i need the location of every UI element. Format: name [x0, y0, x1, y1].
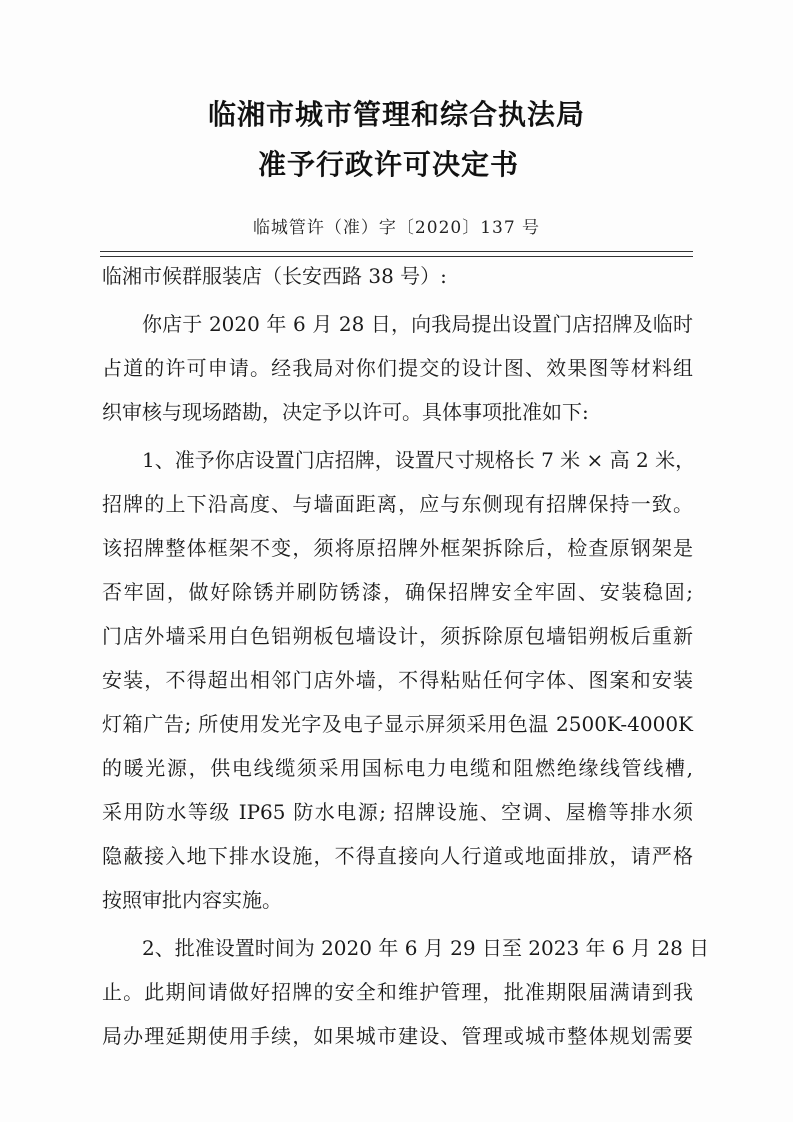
body-line: 织审核与现场踏勘，决定予以许可。具体事项批准如下: — [102, 400, 589, 424]
body-line: 你店于 2020 年 6 月 28 日，向我局提出设置门店招牌及临时 — [142, 312, 693, 336]
body-line: 止。此期间请做好招牌的安全和维护管理，批准期限届满请到我 — [102, 980, 693, 1004]
document-title-agency: 临湘市城市管理和综合执法局 — [207, 98, 585, 131]
body-line: 的暖光源，供电线缆须采用国标电力电缆和阻燃绝缘线管线槽, — [102, 756, 693, 780]
document-number: 临城管许（准）字〔2020〕137 号 — [252, 218, 541, 238]
body-line: 采用防水等级 IP65 防水电源; 招牌设施、空调、屋檐等排水须 — [102, 800, 693, 824]
body-line: 招牌的上下沿高度、与墙面距离，应与东侧现有招牌保持一致。 — [102, 492, 693, 516]
body-line: 否牢固，做好除锈并刷防锈漆，确保招牌安全牢固、安装稳固; — [102, 580, 693, 604]
body-line: 2、批准设置时间为 2020 年 6 月 29 日至 2023 年 6 月 28 日 — [142, 936, 710, 960]
document-title-decision: 准予行政许可决定书 — [257, 148, 519, 181]
salutation: 临湘市候群服装店（长安西路 38 号）: — [102, 264, 447, 288]
header-divider-top — [100, 251, 693, 252]
body-line: 该招牌整体框架不变，须将原招牌外框架拆除后，检查原钢架是 — [102, 536, 693, 560]
body-line: 按照审批内容实施。 — [102, 888, 282, 912]
body-line: 灯箱广告; 所使用发光字及电子显示屏须采用色温 2500K-4000K — [102, 712, 693, 736]
body-line: 隐蔽接入地下排水设施，不得直接向人行道或地面排放，请严格 — [102, 844, 693, 868]
body-line: 1、准予你店设置门店招牌，设置尺寸规格长 7 米 × 高 2 米， — [142, 448, 696, 472]
body-line: 局办理延期使用手续，如果城市建设、管理或城市整体规划需要 — [102, 1024, 693, 1048]
header-divider-bottom — [100, 256, 693, 257]
body-line: 安装，不得超出相邻门店外墙，不得粘贴任何字体、图案和安装 — [102, 668, 693, 692]
body-line: 门店外墙采用白色铝朔板包墙设计，须拆除原包墙铝朔板后重新 — [102, 624, 693, 648]
body-line: 占道的许可申请。经我局对你们提交的设计图、效果图等材料组 — [102, 356, 693, 380]
